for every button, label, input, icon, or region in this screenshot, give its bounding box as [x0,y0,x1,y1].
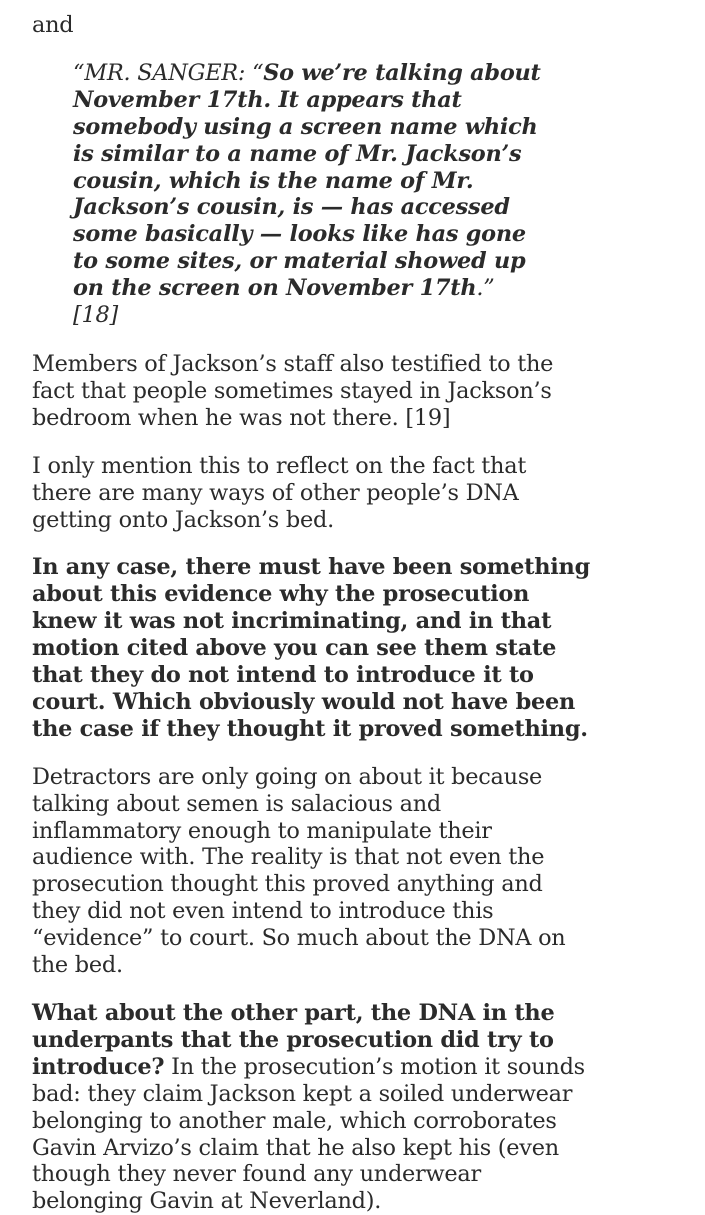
quote-close: .” [476,275,495,302]
court-transcript-quote [73,60,543,329]
paragraph-dna-mention: I only mention this to reflect on the fact that there are many ways of other people’s DNA getting onto Jackson’s bed. [32,452,527,533]
quote-speech: So we’re talking about November 17th. It appears that somebody using a screen name which is similar to a name of Mr. Jackson’s cousin, which is the name of Mr. Jackson’s cousin, is — has accessed some basically — looks like has gone to some sites, or material showed up on the screen on November 17th [73,59,541,302]
paragraph-prosecution-evidence: In any case, there must have been something about this evidence why the prosecution knew it was not incriminating, and in that motion cited above you can see them state that they do not intend to introduce it to court. Which obviously would not have been the case if they thought it proved something. [32,554,590,742]
paragraph-underpants [32,1000,592,1215]
underpants-text: In the prosecution’s motion it sounds bad: they claim Jackson kept a soiled underwear belonging to another male, which corroborates Gavin Arvizo’s claim that he also kept his (even though they never found any underwear belonging Gavin at Neverland). [32,1053,585,1215]
quote-speaker: “MR. SANGER: “ [73,59,264,86]
paragraph-staff-testimony [32,351,592,432]
underpants-question: What about the other part, the DNA in the underpants that the prosecution did try to introduce? [32,1000,555,1080]
paragraph-detractors: Detractors are only going on about it because talking about semen is salacious and inflammatory enough to manipulate their audience with. The reality is that not even the prosecution thought this proved anything and they did not even intend to introduce this “evidence” to court. So much about the DNA on the bed. [32,763,566,979]
staff-testimony-text: Members of Jackson’s staff also testified to the fact that people sometimes stayed in Jackson’s bedroom when he was not there. [32,350,554,431]
intro-text: and [32,12,74,38]
footnote-ref-18[interactable]: [18] [73,302,118,329]
footnote-ref-19[interactable]: [19] [405,404,451,431]
